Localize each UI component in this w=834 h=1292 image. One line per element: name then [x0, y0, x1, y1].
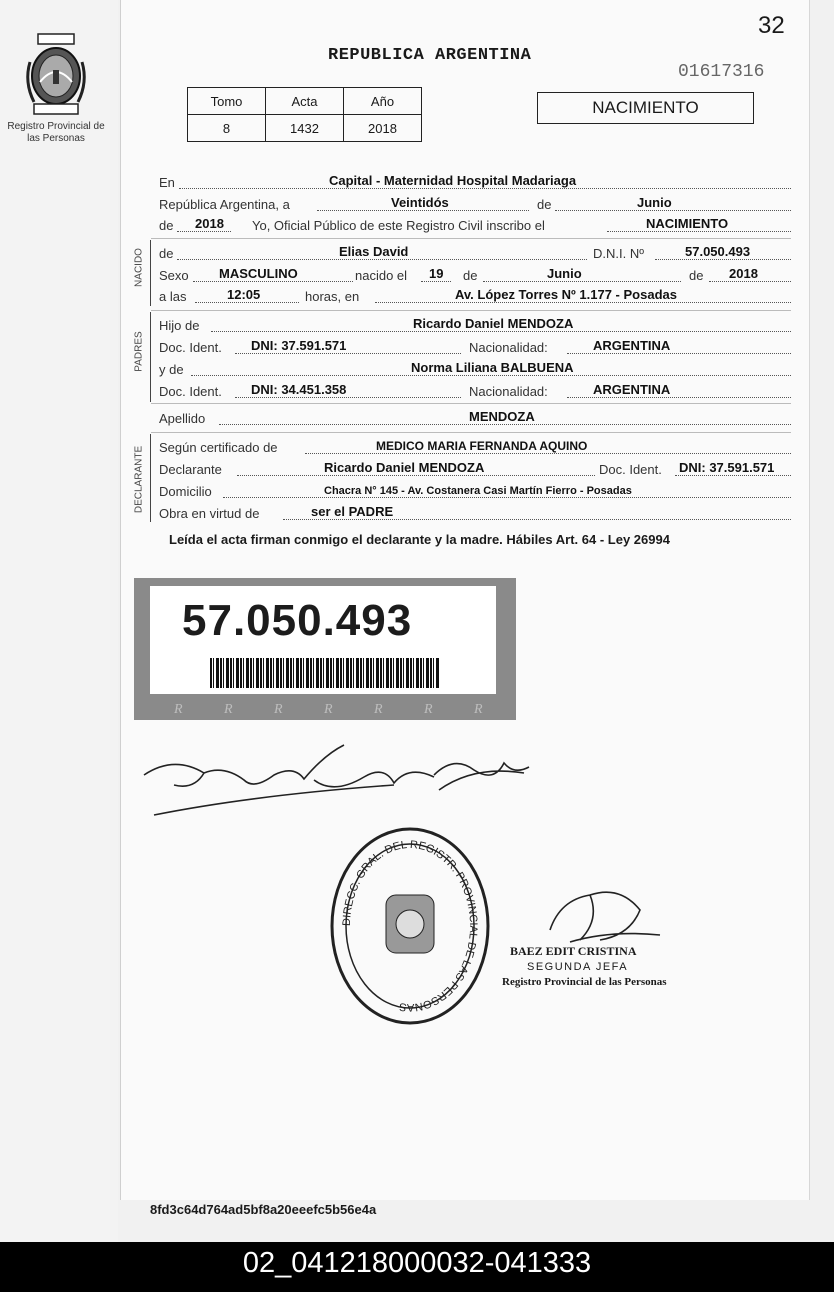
row-name	[159, 243, 791, 263]
serial-number: 01617316	[678, 62, 765, 82]
anio-header: Año	[344, 88, 422, 115]
row-reason	[159, 503, 791, 523]
father-doc: DNI: 37.591.571	[251, 338, 347, 353]
officer-text: Yo, Oficial Público de este Registro Civil inscribo el	[252, 218, 545, 233]
father-nationality-label: Nacionalidad:	[469, 340, 548, 355]
row-surname	[159, 408, 791, 428]
row-place	[159, 172, 791, 192]
svg-text:R: R	[274, 702, 283, 717]
barcode-bars	[210, 658, 440, 688]
child-name: Elias David	[339, 244, 409, 259]
mother-doc-label: Doc. Ident.	[159, 384, 222, 399]
row-declarant	[159, 459, 791, 479]
row-birth	[159, 265, 791, 285]
mother-nationality: ARGENTINA	[593, 382, 671, 397]
officer-org: Registro Provincial de las Personas	[502, 976, 667, 988]
declarant-name: Ricardo Daniel MENDOZA	[324, 460, 485, 475]
left-margin	[0, 0, 118, 1242]
hijo-label: Hijo de	[159, 318, 200, 333]
page-number: 32	[758, 12, 785, 39]
svg-text:R: R	[224, 702, 233, 717]
child-dni: 57.050.493	[685, 244, 751, 259]
svg-text:R: R	[374, 702, 383, 717]
declarant-signature	[134, 735, 554, 825]
apellido-label: Apellido	[159, 411, 206, 426]
father-doc-label: Doc. Ident.	[159, 340, 222, 355]
security-pattern	[134, 694, 516, 720]
place-value: Capital - Maternidad Hospital Madariaga	[329, 173, 577, 188]
document-title: REPUBLICA ARGENTINA	[328, 46, 532, 65]
de-label: de	[159, 246, 174, 261]
section-label-padres: PADRES	[133, 331, 145, 372]
official-seal	[328, 825, 492, 1027]
record-type-box: NACIMIENTO	[537, 92, 754, 124]
mother-nationality-label: Nacionalidad:	[469, 384, 548, 399]
year-value: 2018	[195, 216, 224, 231]
anio-value: 2018	[344, 115, 422, 142]
officer-role: SEGUNDA JEFA	[527, 961, 629, 973]
row-father-doc	[159, 337, 791, 357]
sexo-value: MASCULINO	[219, 266, 298, 281]
section-label-declarante: DECLARANTE	[133, 445, 145, 514]
row-mother-doc	[159, 381, 791, 401]
svg-text:R: R	[424, 702, 433, 717]
reason-value: ser el PADRE	[311, 504, 394, 519]
row-place-of-birth	[159, 286, 791, 306]
section-label-nacido: NACIDO	[133, 248, 145, 287]
tomo-header: Tomo	[188, 88, 266, 115]
de-label-3: de	[689, 268, 704, 283]
declarant-address: Chacra N° 145 - Av. Costanera Casi Martín Fierro - Posadas	[324, 485, 632, 497]
officer-name: BAEZ EDIT CRISTINA	[510, 944, 637, 958]
nacido-el-label: nacido el	[355, 268, 408, 283]
horas-label: horas, en	[305, 289, 360, 304]
republica-label: República Argentina, a	[159, 197, 290, 212]
birth-year: 2018	[729, 266, 758, 281]
act-value: NACIMIENTO	[646, 216, 729, 231]
row-mother	[159, 359, 791, 379]
en-label: En	[159, 175, 175, 190]
dni-barcode-sticker	[134, 578, 516, 720]
de-label: de	[537, 197, 552, 212]
seal-text: DIRECC. GRAL. DEL REGISTR. PROVINCIAL DE LAS PERSONAS	[340, 838, 480, 1014]
de2-label: de	[159, 218, 174, 233]
officer-signature	[530, 880, 670, 950]
surname-value: MENDOZA	[469, 409, 535, 424]
certificate-value: MEDICO MARIA FERNANDA AQUINO	[376, 439, 588, 453]
footer-id: 02_041218000032-041333	[242, 1247, 592, 1279]
declarante-label: Declarante	[159, 462, 222, 477]
svg-text:R: R	[174, 702, 183, 717]
barcode-number: 57.050.493	[182, 596, 413, 645]
de-label-2: de	[463, 268, 478, 283]
barcode-panel	[150, 586, 496, 694]
obra-label: Obra en virtud de	[159, 506, 260, 521]
acta-value: 1432	[266, 115, 344, 142]
org-label: Registro Provincial de las Personas	[7, 121, 105, 144]
day-value: Veintidós	[391, 195, 449, 210]
yde-label: y de	[159, 362, 184, 377]
registry-table	[187, 87, 422, 142]
birth-month: Junio	[547, 266, 582, 281]
birth-time: 12:05	[227, 287, 261, 302]
svg-text:R: R	[474, 702, 483, 717]
acta-header: Acta	[266, 88, 344, 115]
birth-day: 19	[429, 266, 444, 281]
row-officer	[159, 215, 791, 235]
row-domicile	[159, 481, 791, 501]
cert-label: Según certificado de	[159, 440, 278, 455]
closing-text: Leída el acta firman conmigo el declarante y la madre. Hábiles Art. 64 - Ley 26994	[169, 532, 670, 547]
row-certificate	[159, 437, 791, 457]
dni-label: D.N.I. Nº	[593, 246, 644, 261]
father-name: Ricardo Daniel MENDOZA	[413, 316, 574, 331]
declarant-doc: DNI: 37.591.571	[679, 460, 775, 475]
row-father	[159, 315, 791, 335]
svg-text:R: R	[324, 702, 333, 717]
document-hash: 8fd3c64d764ad5bf8a20eeefc5b56e4a	[150, 1202, 377, 1217]
domicilio-label: Domicilio	[159, 484, 212, 499]
province-crest-logo	[20, 32, 92, 118]
tomo-value: 8	[188, 115, 266, 142]
mother-name: Norma Liliana BALBUENA	[411, 360, 574, 375]
father-nationality: ARGENTINA	[593, 338, 671, 353]
month-value: Junio	[637, 195, 672, 210]
row-date	[159, 194, 791, 214]
mother-doc: DNI: 34.451.358	[251, 382, 347, 397]
a-las-label: a las	[159, 289, 187, 304]
sexo-label: Sexo	[159, 268, 189, 283]
birth-address: Av. López Torres Nº 1.177 - Posadas	[455, 287, 677, 302]
declarant-doc-label: Doc. Ident.	[599, 462, 662, 477]
